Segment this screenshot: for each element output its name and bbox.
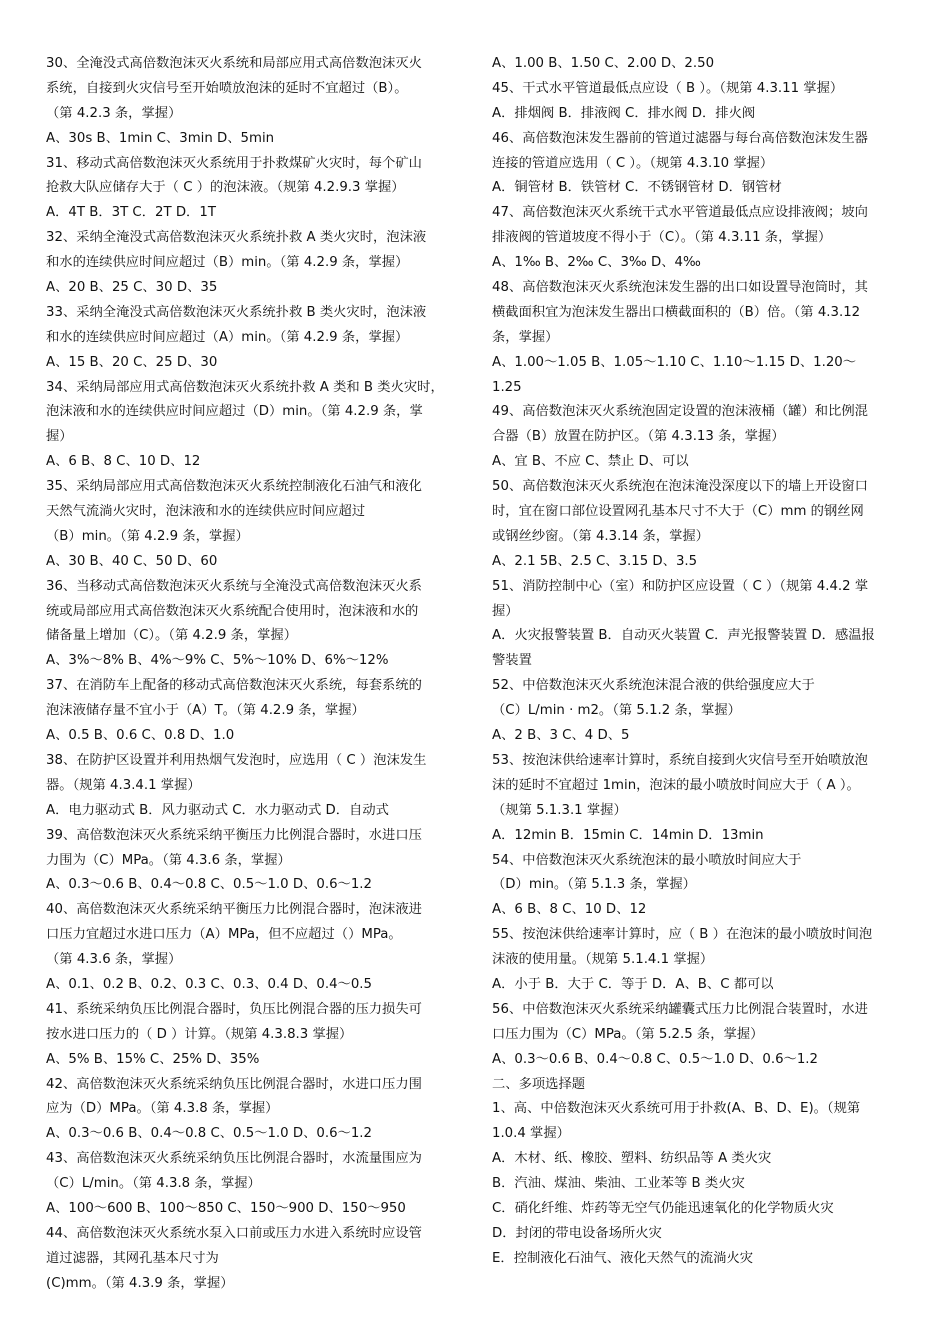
text-line: 45、干式水平管道最低点应设（ B ）。（规第 4.3.11 掌握） bbox=[492, 80, 844, 96]
text-line: 口压力围为（C）MPa。（第 5.2.5 条，掌握） bbox=[492, 1026, 764, 1042]
text-line: A、30s B、1min C、3min D、5min bbox=[46, 130, 275, 146]
text-line: 握） bbox=[46, 429, 73, 445]
text-line: 32、采纳全淹没式高倍数泡沫灭火系统扑救 A 类火灾时，泡沫液 bbox=[46, 230, 427, 246]
text-line: 33、采纳全淹没式高倍数泡沫灭火系统扑救 B 类火灾时，泡沫液 bbox=[46, 304, 427, 320]
text-line: 51、消防控制中心（室）和防护区应设置（ C ）（规第 4.4.2 掌 bbox=[492, 578, 869, 594]
text-line: 43、高倍数泡沫灭火系统采纳负压比例混合器时，水流量围应为 bbox=[46, 1151, 422, 1167]
text-line: (C)mm。（第 4.3.9 条，掌握） bbox=[46, 1275, 234, 1291]
text-line: （D）min。（第 5.1.3 条，掌握） bbox=[492, 877, 696, 893]
text-line: 统或局部应用式高倍数泡沫灭火系统配合使用时，泡沫液和水的 bbox=[46, 603, 419, 619]
text-line: A．4T B．3T C．2T D．1T bbox=[46, 205, 216, 221]
text-line: 42、高倍数泡沫灭火系统采纳负压比例混合器时，水进口压力围 bbox=[46, 1076, 422, 1092]
text-line: E．控制液化石油气、液化天然气的流淌火灾 bbox=[492, 1250, 754, 1266]
text-line: A、3%～8% B、4%～9% C、5%～10% D、6%～12% bbox=[46, 653, 389, 669]
text-line: 1、高、中倍数泡沫灭火系统可用于扑救(A、B、D、E)。（规第 bbox=[492, 1101, 861, 1117]
text-line: A、15 B、20 C、25 D、30 bbox=[46, 354, 218, 370]
text-line: （第 4.3.6 条，掌握） bbox=[46, 952, 182, 968]
text-line: 时，宜在窗口部位设置网孔基本尺寸不大于（C）mm 的钢丝网 bbox=[492, 504, 864, 520]
text-line: A、100～600 B、100～850 C、150～900 D、150～950 bbox=[46, 1200, 406, 1216]
text-line: 53、按泡沫供给速率计算时，系统自接到火灾信号至开始喷放泡 bbox=[492, 752, 868, 768]
text-line: 38、在防护区设置并利用热烟气发泡时，应选用（ C ）泡沫发生 bbox=[46, 752, 427, 768]
left-column bbox=[46, 52, 466, 1297]
text-line: 和水的连续供应时间应超过（A）min。（第 4.2.9 条，掌握） bbox=[46, 329, 409, 345]
text-line: 30、全淹没式高倍数泡沫灭火系统和局部应用式高倍数泡沫灭火 bbox=[46, 56, 422, 71]
text-line: A．火灾报警装置 B．自动灭火装置 C．声光报警装置 D．感温报 bbox=[492, 628, 875, 644]
text-line: A、20 B、25 C、30 D、35 bbox=[46, 280, 218, 296]
text-line: A、1.00 B、1.50 C、2.00 D、2.50 bbox=[492, 56, 715, 71]
text-line: （B）min。（第 4.2.9 条，掌握） bbox=[46, 528, 249, 544]
text-line: 49、高倍数泡沫灭火系统泡固定设置的泡沫液桶（罐）和比例混 bbox=[492, 404, 868, 420]
text-line: 力围为（C）MPa。（第 4.3.6 条，掌握） bbox=[46, 852, 291, 868]
text-line: A、2.1 5B、2.5 C、3.15 D、3.5 bbox=[492, 553, 698, 569]
text-line: 55、按泡沫供给速率计算时，应（ B ）在泡沫的最小喷放时间泡 bbox=[492, 927, 873, 943]
text-line: 口压力宜超过水进口压力（A）MPa，但不应超过（）MPa。 bbox=[46, 927, 402, 943]
text-line: A、30 B、40 C、50 D、60 bbox=[46, 553, 218, 569]
text-line: A．铜管材 B．铁管材 C．不锈钢管材 D．钢管材 bbox=[492, 180, 782, 196]
text-line: A．排烟阀 B．排液阀 C．排水阀 D．排火阀 bbox=[492, 105, 756, 121]
text-line: A、6 B、8 C、10 D、12 bbox=[492, 902, 647, 918]
text-line: 和水的连续供应时间应超过（B）min。（第 4.2.9 条，掌握） bbox=[46, 255, 409, 271]
text-line: D．封闭的带电设备场所火灾 bbox=[492, 1225, 662, 1241]
text-line: 31、移动式高倍数泡沫灭火系统用于扑救煤矿火灾时，每个矿山 bbox=[46, 155, 422, 171]
text-line: A．小于 B．大于 C．等于 D．A、B、C 都可以 bbox=[492, 976, 774, 992]
text-line: A．12min B．15min C．14min D．13min bbox=[492, 827, 764, 843]
text-line: 储备量上增加（C）。（第 4.2.9 条，掌握） bbox=[46, 628, 298, 644]
text-line: 或钢丝纱窗。（第 4.3.14 条，掌握） bbox=[492, 528, 709, 544]
text-line: 34、采纳局部应用式高倍数泡沫灭火系统扑救 A 类和 B 类火灾时， bbox=[46, 379, 444, 395]
text-line: A、宜 B、不应 C、禁止 D、可以 bbox=[492, 454, 689, 470]
text-line: 道过滤器，其网孔基本尺寸为 bbox=[46, 1250, 219, 1266]
text-line: 44、高倍数泡沫灭火系统水泵入口前或压力水进入系统时应设管 bbox=[46, 1225, 422, 1241]
text-line: A、5% B、15% C、25% D、35% bbox=[46, 1051, 260, 1067]
text-line: A、0.1、0.2 B、0.2、0.3 C、0.3、0.4 D、0.4～0.5 bbox=[46, 976, 372, 992]
text-line: 36、当移动式高倍数泡沫灭火系统与全淹没式高倍数泡沫灭火系 bbox=[46, 578, 422, 594]
text-line: 横截面积宜为泡沫发生器出口横截面积的（B）倍。（第 4.3.12 bbox=[492, 304, 861, 320]
text-line: A、1‰ B、2‰ C、3‰ D、4‰ bbox=[492, 255, 701, 271]
text-line: 警装置 bbox=[492, 653, 532, 669]
text-line: 沫的延时不宜超过 1min，泡沫的最小喷放时间应大于（ A ）。 bbox=[492, 777, 860, 793]
text-line: 沫液的使用量。（规第 5.1.4.1 掌握） bbox=[492, 952, 714, 968]
text-line: A、2 B、3 C、4 D、5 bbox=[492, 728, 630, 744]
text-line: 1.0.4 掌握） bbox=[492, 1126, 570, 1142]
text-line: A、0.3～0.6 B、0.4～0.8 C、0.5～1.0 D、0.6～1.2 bbox=[492, 1051, 818, 1067]
text-line: 泡沫液储存量不宜小于（A）T。（第 4.2.9 条，掌握） bbox=[46, 703, 365, 719]
text-line: 抢救大队应储存大于（ C ）的泡沫液。（规第 4.2.9.3 掌握） bbox=[46, 180, 405, 196]
text-line: 泡沫液和水的连续供应时间应超过（D）min。（第 4.2.9 条，掌 bbox=[46, 404, 423, 420]
text-line: 按水进口压力的（ D ）计算。（规第 4.3.8.3 掌握） bbox=[46, 1026, 353, 1042]
text-line: （规第 5.1.3.1 掌握） bbox=[492, 802, 627, 818]
text-line: 56、中倍数泡沫灭火系统采纳罐囊式压力比例混合装置时，水进 bbox=[492, 1001, 868, 1017]
text-line: 41、系统采纳负压比例混合器时，负压比例混合器的压力损失可 bbox=[46, 1001, 422, 1017]
text-line: 35、采纳局部应用式高倍数泡沫灭火系统控制液化石油气和液化 bbox=[46, 479, 422, 495]
text-line: B．汽油、煤油、柴油、工业苯等 B 类火灾 bbox=[492, 1176, 745, 1192]
text-line: A、1.00～1.05 B、1.05～1.10 C、1.10～1.15 D、1.20～ bbox=[492, 354, 857, 370]
text-line: 连接的管道应选用（ C ）。（规第 4.3.10 掌握） bbox=[492, 155, 774, 171]
text-line: A．电力驱动式 B．风力驱动式 C．水力驱动式 D．自动式 bbox=[46, 802, 389, 818]
text-line: 二、多项选择题 bbox=[492, 1076, 586, 1092]
text-line: 握） bbox=[492, 603, 519, 619]
text-line: 系统，自接到火灾信号至开始喷放泡沫的延时不宜超过（B）。 bbox=[46, 80, 408, 96]
text-line: 1.25 bbox=[492, 379, 522, 395]
text-line: 39、高倍数泡沫灭火系统采纳平衡压力比例混合器时，水进口压 bbox=[46, 827, 422, 843]
text-line: 条，掌握） bbox=[492, 329, 559, 345]
text-line: C．硝化纤维、炸药等无空气仍能迅速氧化的化学物质火灾 bbox=[492, 1200, 834, 1216]
text-line: 40、高倍数泡沫灭火系统采纳平衡压力比例混合器时，泡沫液进 bbox=[46, 902, 422, 918]
text-line: 46、高倍数泡沫发生器前的管道过滤器与每台高倍数泡沫发生器 bbox=[492, 130, 868, 146]
text-line: 器。（规第 4.3.4.1 掌握） bbox=[46, 777, 201, 793]
text-line: A、0.5 B、0.6 C、0.8 D、1.0 bbox=[46, 728, 235, 744]
text-line: 合器（B）放置在防护区。（第 4.3.13 条，掌握） bbox=[492, 429, 785, 445]
text-line: （C）L/min。（第 4.3.8 条，掌握） bbox=[46, 1176, 261, 1192]
text-line: A．木材、纸、橡胶、塑料、纺织品等 A 类火灾 bbox=[492, 1151, 772, 1167]
text-line: A、0.3～0.6 B、0.4～0.8 C、0.5～1.0 D、0.6～1.2 bbox=[46, 1126, 372, 1142]
text-line: 47、高倍数泡沫灭火系统干式水平管道最低点应设排液阀；坡向 bbox=[492, 205, 868, 221]
text-line: 48、高倍数泡沫灭火系统泡沫发生器的出口如设置导泡筒时，其 bbox=[492, 280, 868, 296]
text-line: 应为（D）MPa。（第 4.3.8 条，掌握） bbox=[46, 1101, 279, 1117]
text-line: 排液阀的管道坡度不得小于（C）。（第 4.3.11 条，掌握） bbox=[492, 230, 832, 246]
text-line: 50、高倍数泡沫灭火系统泡在泡沫淹没深度以下的墙上开设窗口 bbox=[492, 479, 868, 495]
text-line: A、0.3～0.6 B、0.4～0.8 C、0.5～1.0 D、0.6～1.2 bbox=[46, 877, 372, 893]
text-line: （C）L/min · m2。（第 5.1.2 条，掌握） bbox=[492, 703, 741, 719]
text-line: 天然气流淌火灾时，泡沫液和水的连续供应时间应超过 bbox=[46, 504, 366, 520]
right-column bbox=[492, 52, 912, 1272]
text-line: 52、中倍数泡沫灭火系统泡沫混合液的供给强度应大于 bbox=[492, 678, 815, 694]
text-line: A、6 B、8 C、10 D、12 bbox=[46, 454, 201, 470]
text-line: 37、在消防车上配备的移动式高倍数泡沫灭火系统，每套系统的 bbox=[46, 678, 422, 694]
text-line: （第 4.2.3 条，掌握） bbox=[46, 105, 182, 121]
text-line: 54、中倍数泡沫灭火系统泡沫的最小喷放时间应大于 bbox=[492, 852, 802, 868]
